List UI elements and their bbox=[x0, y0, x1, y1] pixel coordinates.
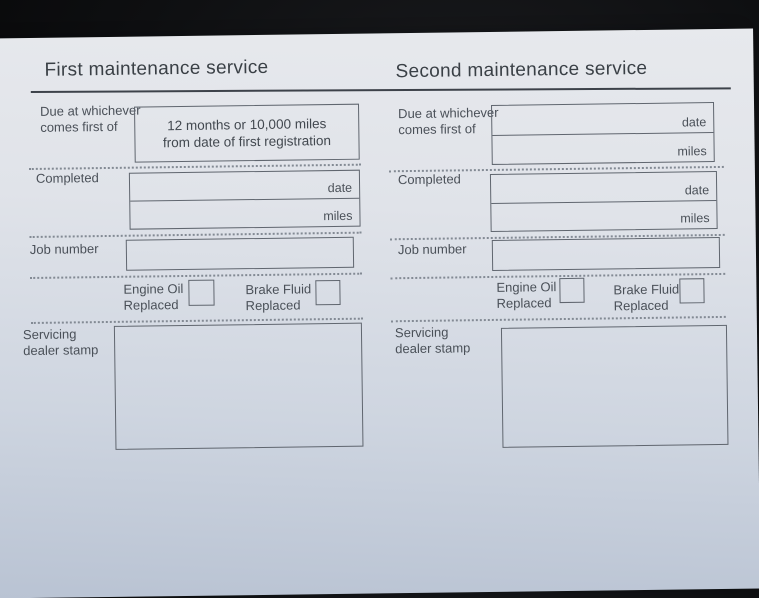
due-value-box bbox=[134, 104, 360, 163]
first-service-title: First maintenance service bbox=[44, 56, 269, 81]
date-hint: date bbox=[327, 180, 353, 196]
completed-date-field bbox=[491, 172, 716, 202]
dealer-stamp-box bbox=[501, 325, 729, 448]
engine-oil-checkbox bbox=[188, 280, 214, 306]
date-hint: date bbox=[681, 114, 707, 129]
dealer-stamp-label: Servicing dealer stamp bbox=[394, 324, 471, 357]
due-label: Due at whichever comes first of bbox=[398, 104, 499, 138]
brake-fluid-replaced-label: Brake Fluid Replaced bbox=[245, 281, 312, 314]
second-service-title: Second maintenance service bbox=[395, 57, 648, 83]
title-rule bbox=[31, 87, 731, 93]
dotted-divider bbox=[390, 273, 725, 279]
completed-label: Completed bbox=[35, 170, 99, 186]
engine-oil-replaced-label: Engine Oil Replaced bbox=[496, 279, 557, 311]
engine-oil-checkbox bbox=[559, 278, 584, 303]
dotted-divider bbox=[391, 316, 726, 322]
job-number-label: Job number bbox=[29, 241, 99, 258]
engine-oil-replaced-label: Engine Oil Replaced bbox=[123, 280, 184, 313]
miles-hint: miles bbox=[323, 208, 353, 224]
brake-fluid-checkbox bbox=[315, 280, 340, 305]
miles-hint: miles bbox=[677, 144, 707, 159]
service-book-page bbox=[0, 29, 759, 598]
brake-fluid-replaced-label: Brake Fluid Replaced bbox=[613, 281, 680, 314]
job-number-field bbox=[126, 237, 354, 271]
date-hint: date bbox=[684, 182, 710, 197]
dotted-divider bbox=[29, 164, 361, 170]
completed-date-miles-box bbox=[129, 170, 361, 230]
job-number-field bbox=[492, 237, 720, 271]
due-date-field bbox=[492, 103, 713, 134]
completed-date-miles-box bbox=[490, 171, 718, 232]
completed-date-field bbox=[130, 171, 359, 201]
completed-miles-field bbox=[130, 198, 359, 229]
due-date-miles-box bbox=[491, 102, 715, 165]
due-value-text: 12 months or 10,000 miles from date of first registration bbox=[162, 116, 332, 151]
completed-miles-field bbox=[491, 200, 716, 231]
dealer-stamp-label: Servicing dealer stamp bbox=[22, 326, 99, 359]
brake-fluid-checkbox bbox=[679, 278, 704, 303]
due-label: Due at whichever comes first of bbox=[39, 102, 141, 135]
miles-hint: miles bbox=[680, 211, 710, 226]
completed-label: Completed bbox=[397, 171, 461, 188]
due-miles-field bbox=[492, 132, 713, 164]
job-number-label: Job number bbox=[397, 241, 467, 258]
dotted-divider bbox=[30, 273, 362, 279]
dealer-stamp-box bbox=[114, 323, 364, 450]
